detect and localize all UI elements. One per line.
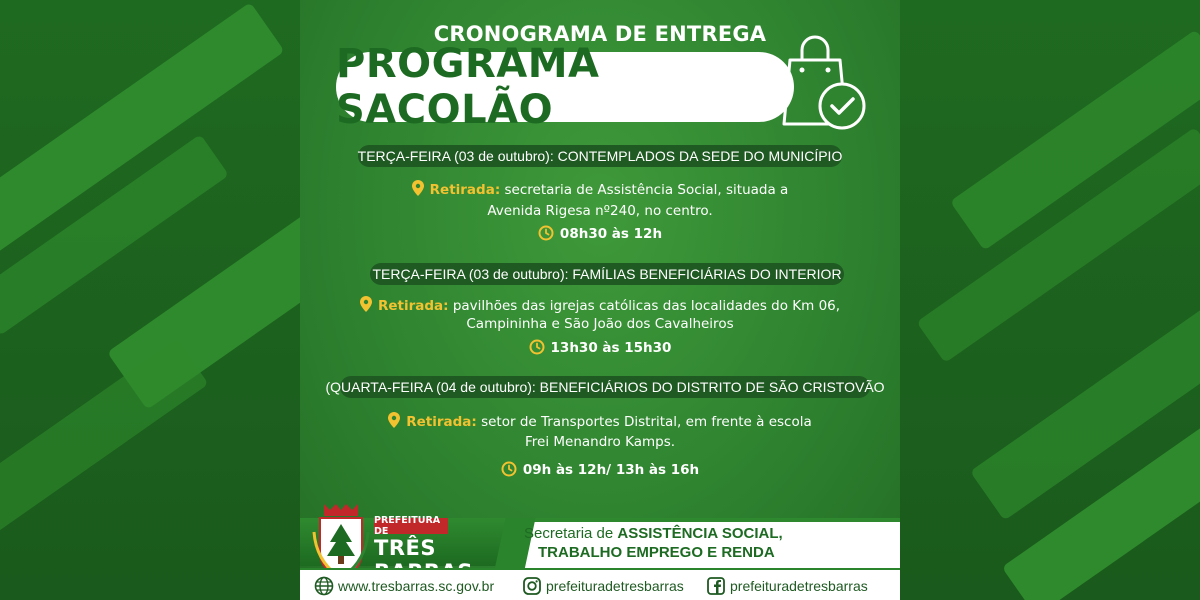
program-title: PROGRAMA SACOLÃO — [336, 41, 600, 133]
instagram-contact[interactable] — [522, 576, 684, 596]
section-3-time-text: 09h às 12h/ 13h às 16h — [522, 462, 700, 478]
instagram-icon — [522, 576, 542, 596]
clock-icon — [529, 339, 545, 355]
prefeitura-tag: PREFEITURA DE — [374, 518, 448, 534]
section-1-time-text: 08h30 às 12h — [559, 226, 663, 242]
facebook-contact[interactable] — [706, 576, 868, 596]
section-1-line-2: Avenida Rigesa nº240, no centro. — [487, 203, 713, 219]
poster — [300, 0, 900, 600]
facebook-text: prefeituradetresbarras — [730, 578, 868, 594]
section-2-line-1 — [300, 296, 900, 314]
shopping-bag-check-icon — [776, 32, 868, 132]
location-pin-icon — [412, 180, 424, 196]
city-name: TRÊS — [374, 536, 436, 560]
instagram-text: prefeituradetresbarras — [546, 578, 684, 594]
title-pill — [336, 41, 794, 133]
clock-icon — [538, 225, 554, 241]
section-2-address: pavilhões das igrejas católicas das localidades do Km 06, — [452, 298, 841, 314]
section-3-line-1 — [300, 412, 900, 430]
section-1-time — [300, 225, 900, 242]
background-left — [0, 0, 300, 600]
section-1-line-1 — [300, 180, 900, 198]
website-contact[interactable] — [314, 576, 494, 596]
contact-bar — [300, 568, 900, 600]
secretaria-line-2: TRABALHO EMPREGO E RENDA — [538, 544, 775, 561]
section-heading-1: TERÇA-FEIRA (03 de outubro): CONTEMPLADOS DA SEDE DO MUNICÍPIO — [358, 145, 842, 167]
section-2-time — [300, 339, 900, 356]
location-pin-icon — [360, 296, 372, 312]
section-heading-3: (QUARTA-FEIRA (04 de outubro): BENEFICIÁRIOS DO DISTRITO DE SÃO CRISTOVÃO — [340, 376, 870, 398]
secretaria-bold: ASSISTÊNCIA SOCIAL, — [617, 525, 783, 542]
section-2-line-2: Campininha e São João dos Cavalheiros — [466, 316, 734, 332]
section-heading-2: TERÇA-FEIRA (03 de outubro): FAMÍLIAS BENEFICIÁRIAS DO INTERIOR — [370, 263, 844, 285]
retirada-label: Retirada: — [377, 298, 449, 314]
secretaria-prefix: Secretaria de — [524, 525, 618, 542]
section-1-address: secretaria de Assistência Social, situada a — [504, 182, 789, 198]
secretaria-line-1 — [524, 524, 783, 543]
background-right — [900, 0, 1200, 600]
section-2-time-text: 13h30 às 15h30 — [550, 340, 672, 356]
retirada-label: Retirada: — [429, 182, 501, 198]
secretaria-text — [524, 524, 783, 562]
section-3-time — [300, 461, 900, 478]
section-3-address: setor de Transportes Distrital, em frente à escola — [481, 414, 812, 430]
retirada-label: Retirada: — [406, 414, 477, 430]
website-text: www.tresbarras.sc.gov.br — [338, 578, 495, 594]
section-3-line-2: Frei Menandro Kamps. — [524, 434, 676, 450]
globe-icon — [314, 576, 334, 596]
pre-title: CRONOGRAMA DE ENTREGA — [433, 22, 767, 46]
location-pin-icon — [388, 412, 400, 428]
facebook-icon — [706, 576, 726, 596]
clock-icon — [501, 461, 517, 477]
